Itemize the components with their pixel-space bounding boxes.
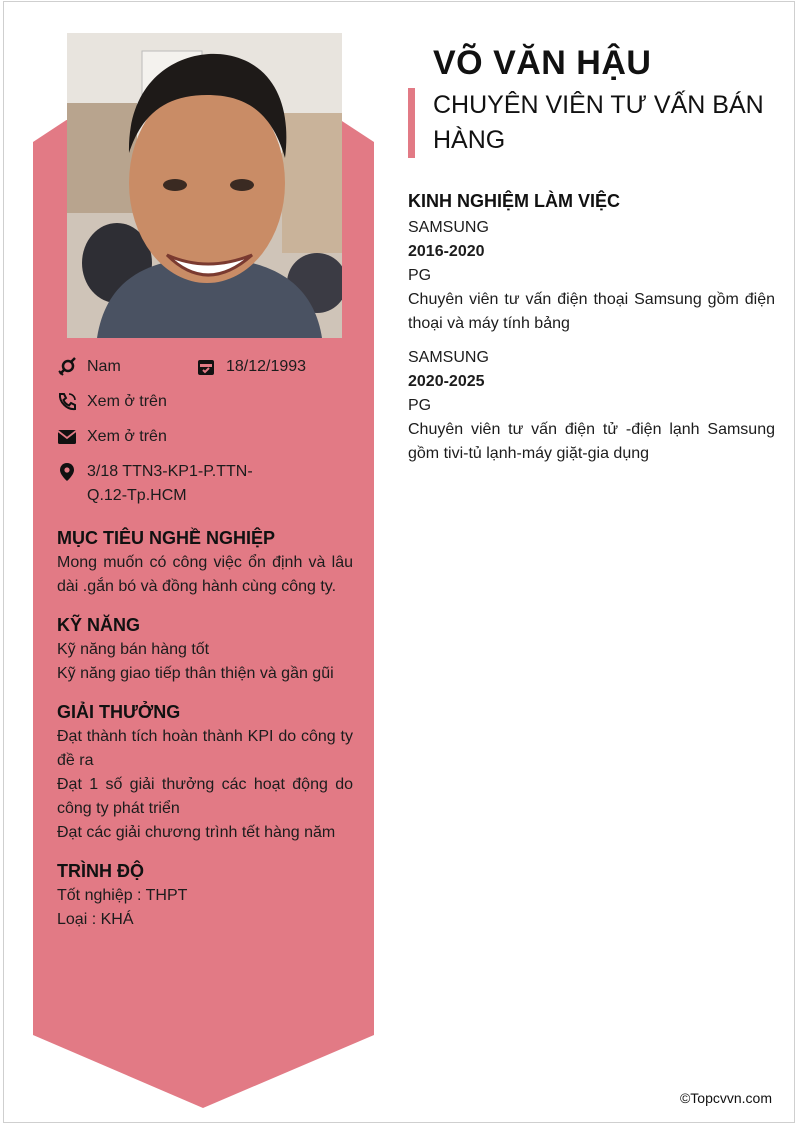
skill-item: Kỹ năng giao tiếp thân thiện và gần gũi (57, 665, 334, 682)
objective-title: MỤC TIÊU NGHỀ NGHIỆP (57, 528, 276, 548)
email-row (57, 427, 167, 449)
award-item: Đạt 1 số giải thưởng các hoạt động do công ty phát triển (57, 776, 353, 817)
awards-title: GIẢI THƯỞNG (57, 702, 181, 722)
awards-section (57, 702, 353, 845)
profile-photo (67, 33, 342, 338)
skills-title: KỸ NĂNG (57, 615, 141, 635)
education-title: TRÌNH ĐỘ (57, 861, 144, 881)
education-item: Tốt nghiệp : THPT (57, 887, 188, 904)
experience-company: SAMSUNG (408, 349, 489, 366)
experience-description: Chuyên viên tư vấn điện tử -điện lạnh Samsung gồm tivi-tủ lạnh-máy giặt-gia dụng (408, 421, 775, 462)
objective-section (57, 528, 353, 599)
education-section (57, 861, 353, 932)
experience-title: KINH NGHIỆM LÀM VIỆC (408, 191, 621, 211)
experience-company: SAMSUNG (408, 219, 489, 236)
calendar-icon (196, 357, 216, 377)
phone-icon (57, 392, 77, 412)
experience-description: Chuyên viên tư vấn điện thoại Samsung gồm điện thoại và máy tính bảng (408, 291, 775, 332)
address-row (57, 462, 317, 508)
job-title: CHUYÊN VIÊN TƯ VẤN BÁN HÀNG (433, 91, 764, 154)
experience-period: 2016-2020 (408, 243, 485, 260)
award-item: Đạt thành tích hoàn thành KPI do công ty đề ra (57, 728, 353, 769)
phone-row (57, 392, 167, 414)
skill-item: Kỹ năng bán hàng tốt (57, 641, 210, 658)
email-value: Xem ở trên (87, 428, 167, 445)
award-item: Đạt các giải chương trình tết hàng năm (57, 824, 336, 841)
address-value: 3/18 TTN3-KP1-P.TTN-Q.12-Tp.HCM (87, 463, 253, 504)
birthday-row (196, 357, 306, 379)
gender-value: Nam (87, 358, 121, 375)
skills-section (57, 615, 353, 686)
location-icon (57, 462, 77, 482)
gender-row (57, 357, 121, 379)
title-accent-bar (408, 88, 415, 158)
objective-text: Mong muốn có công việc ổn định và lâu dài .gắn bó và đồng hành cùng công ty. (57, 554, 353, 595)
gender-icon (57, 357, 77, 377)
candidate-name: VÕ VĂN HẬU (433, 44, 652, 82)
experience-role: PG (408, 397, 432, 414)
education-item: Loại : KHÁ (57, 911, 134, 928)
experience-period: 2020-2025 (408, 373, 485, 390)
mail-icon (57, 427, 77, 447)
copyright-footer: ©Topcvvn.com (679, 1090, 772, 1106)
phone-value: Xem ở trên (87, 393, 167, 410)
experience-item (408, 346, 775, 466)
experience-item (408, 216, 775, 336)
birthday-value: 18/12/1993 (226, 358, 307, 375)
experience-section (408, 191, 775, 466)
experience-role: PG (408, 267, 432, 284)
